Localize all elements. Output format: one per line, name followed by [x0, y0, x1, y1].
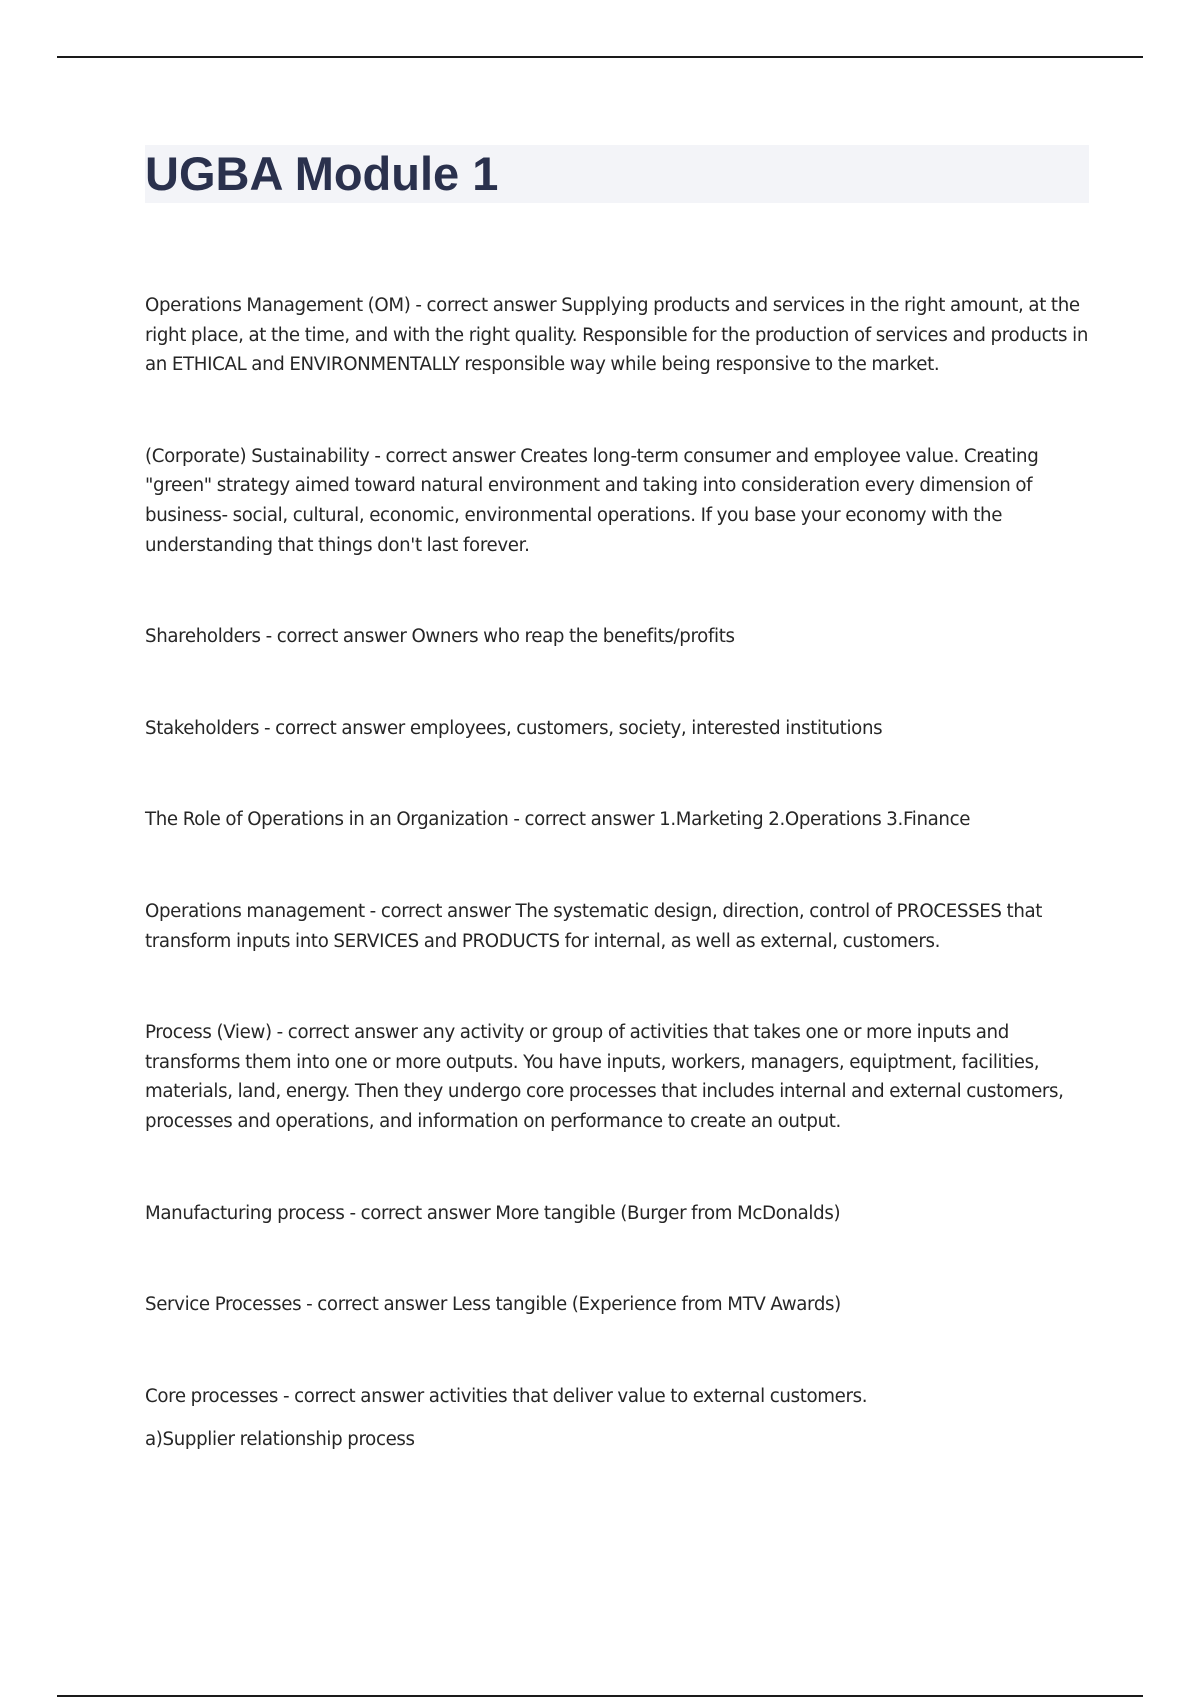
document-body	[145, 291, 1090, 1455]
title-banner	[145, 145, 1089, 203]
entry-corporate-sustainability: (Corporate) Sustainability - correct answer Creates long-term consumer and employee value. Creating "green" strategy aimed toward natural environment and taking into consideration every dimension of business- social, cultural, economic, environmental operations. If you base your economy with the understanding that things don't last forever.	[145, 445, 1039, 556]
entry-core-processes: Core processes - correct answer activities that deliver value to external customers.	[145, 1385, 868, 1407]
entry-role-of-operations: The Role of Operations in an Organization - correct answer 1.Marketing 2.Operations 3.Finance	[145, 809, 971, 831]
entry-service-processes: Service Processes - correct answer Less tangible (Experience from MTV Awards)	[145, 1294, 841, 1316]
bottom-divider	[57, 1695, 1143, 1697]
entry-stakeholders: Stakeholders - correct answer employees, customers, society, interested institutions	[145, 717, 883, 739]
entry-manufacturing-process: Manufacturing process - correct answer More tangible (Burger from McDonalds)	[145, 1202, 841, 1224]
entry-shareholders: Shareholders - correct answer Owners who reap the benefits/profits	[145, 626, 735, 648]
entry-operations-management-om: Operations Management (OM) - correct answer Supplying products and services in the right amount, at the right place, at the time, and with the right quality. Responsible for the production of services and products in an ETHICAL and ENVIRONMENTALLY responsible way while being responsive to the market.	[145, 295, 1088, 376]
entry-core-processes-subitem: a)Supplier relationship process	[145, 1429, 415, 1451]
top-divider	[57, 56, 1143, 58]
document-title: UGBA Module 1	[145, 147, 499, 200]
entry-operations-management: Operations management - correct answer The systematic design, direction, control of PROCESSES that transform inputs into SERVICES and PRODUCTS for internal, as well as external, customers.	[145, 900, 1043, 952]
entry-process-view: Process (View) - correct answer any activity or group of activities that takes one or more inputs and transforms them into one or more outputs. You have inputs, workers, managers, equiptment, facilities, materials, land, energy. Then they undergo core processes that includes internal and external customers, processes and operations, and information on performance to create an output.	[145, 1022, 1064, 1132]
